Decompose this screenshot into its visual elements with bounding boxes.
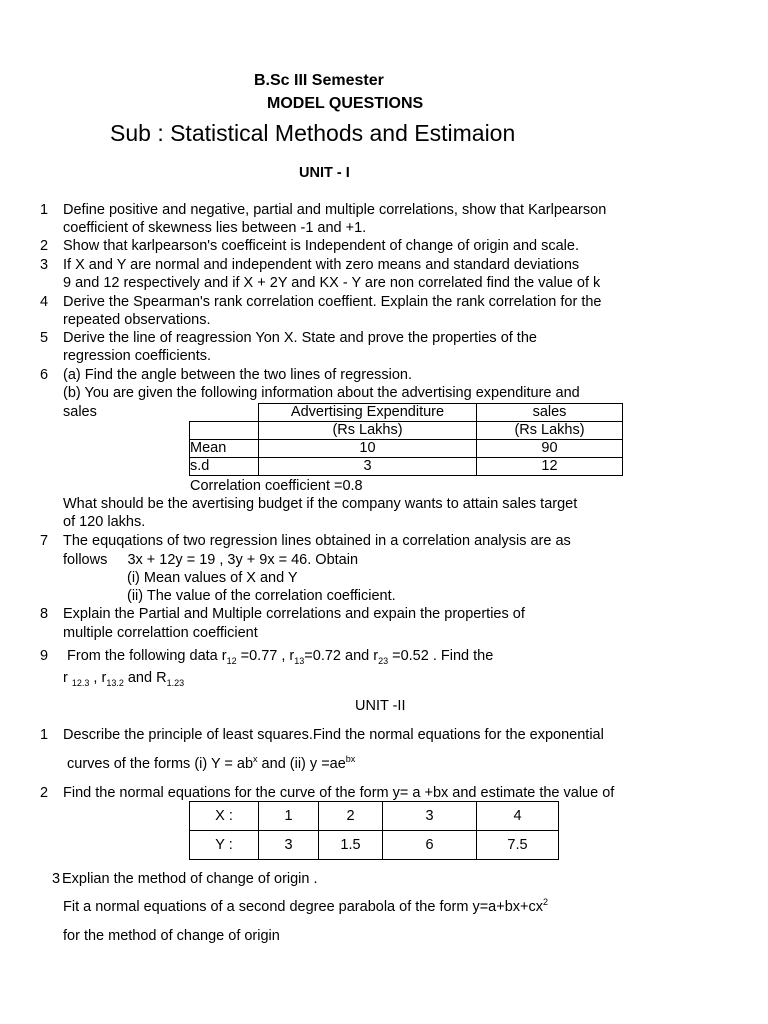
- table-cell: 2: [319, 802, 383, 831]
- question-text: Show that karlpearson's coefficeint is Independent of change of origin and scale.: [63, 238, 579, 254]
- question-text: Fit a normal equations of a second degree parabola of the form $y=a+bx+cx^2$: [63, 897, 549, 915]
- table-cell: 90: [477, 440, 623, 458]
- table-cell: [190, 422, 259, 440]
- table-header-cell: (Rs Lakhs): [259, 422, 477, 440]
- question-text: multiple correlattion coefficient: [63, 625, 258, 641]
- question-text: 9 and 12 respectively and if X + 2Y and KX - Y are non correlated find the value of k: [63, 275, 601, 291]
- question-text: Explian the method of change of origin .: [62, 871, 318, 887]
- question-number: 9: [40, 648, 49, 664]
- question-text: for the method of change of origin: [63, 928, 280, 944]
- advertising-table: [189, 403, 623, 476]
- unit1-heading: UNIT - I: [299, 165, 350, 181]
- question-number: 3: [40, 257, 49, 273]
- question-number: 8: [40, 606, 49, 622]
- question-text: repeated observations.: [63, 312, 211, 328]
- table-row-label: s.d: [190, 458, 259, 476]
- question-text: Define positive and negative, partial and multiple correlations, show that Karlpearson: [63, 202, 607, 218]
- table-row: [190, 404, 623, 422]
- question-number: 3: [52, 871, 61, 887]
- question-text: Describe the principle of least squares.Find the normal equations for the exponential: [63, 727, 604, 743]
- table-header-cell: (Rs Lakhs): [477, 422, 623, 440]
- table-row: [190, 802, 559, 831]
- question-text: of 120 lakhs.: [63, 514, 146, 530]
- table-cell: 7.5: [477, 831, 559, 860]
- table-row: [190, 422, 623, 440]
- question-text: Derive the Spearman's rank correlation coeffient. Explain the rank correlation for the: [63, 294, 602, 310]
- question-text: coefficient of skewness lies between -1 and +1.: [63, 220, 367, 236]
- table-cell: 1.5: [319, 831, 383, 860]
- question-text: If X and Y are normal and independent with zero means and standard deviations: [63, 257, 580, 273]
- table-cell: 1: [259, 802, 319, 831]
- question-number: 1: [40, 727, 49, 743]
- table-row: [190, 440, 623, 458]
- question-number: 7: [40, 533, 49, 549]
- table-cell: 10: [259, 440, 477, 458]
- question-text: (b) You are given the following information about the advertising expenditure and: [63, 385, 580, 401]
- table-row-label: X :: [190, 802, 259, 831]
- model-questions-title: MODEL QUESTIONS: [267, 95, 424, 112]
- table-row-label: Mean: [190, 440, 259, 458]
- table-row-label: Y :: [190, 831, 259, 860]
- xy-data-table: [189, 801, 559, 860]
- table-row: [190, 458, 623, 476]
- question-text: r $_{12.3}$ , $r_{13.2}$ and $R_{1.23}$: [63, 670, 185, 688]
- question-number: 2: [40, 238, 49, 254]
- question-text: From the following data $r_{12} =0.77$ , $r_{13}=0.72$ and $r_{23} =0.52$ . Find the: [63, 648, 494, 666]
- question-subpart: (i) Mean values of X and Y: [127, 570, 298, 586]
- table-cell: 4: [477, 802, 559, 831]
- table-header-cell: Advertising Expenditure: [259, 404, 477, 422]
- table-header-cell: sales: [477, 404, 623, 422]
- question-number: 5: [40, 330, 49, 346]
- question-text: sales: [63, 404, 97, 420]
- question-text: curves of the forms (i) $Y = ab^x$ and (ii) $y =ae^{bx}$: [67, 754, 356, 772]
- table-cell: 3: [259, 458, 477, 476]
- question-text: Explain the Partial and Multiple correlations and expain the properties of: [63, 606, 525, 622]
- question-text: follows 3x + 12y = 19 , 3y + 9x = 46. Obtain: [63, 552, 359, 568]
- question-subpart: (ii) The value of the correlation coefficient.: [127, 588, 396, 604]
- subject-title: Sub : Statistical Methods and Estimaion: [110, 120, 516, 146]
- course-title: B.Sc III Semester: [254, 72, 384, 89]
- table-cell: [190, 404, 259, 422]
- question-number: 1: [40, 202, 49, 218]
- table-row: [190, 831, 559, 860]
- question-text: regression coefficients.: [63, 348, 212, 364]
- question-number: 4: [40, 294, 49, 310]
- question-text: Find the normal equations for the curve of the form y= a +bx and estimate the value of: [63, 785, 615, 801]
- question-text: Derive the line of reagression Yon X. State and prove the properties of the: [63, 330, 537, 346]
- unit2-heading: UNIT -II: [355, 698, 406, 714]
- table-cell: 3: [383, 802, 477, 831]
- question-number: 6: [40, 367, 49, 383]
- question-text: The equqations of two regression lines obtained in a correlation analysis are as: [63, 533, 571, 549]
- table-cell: 3: [259, 831, 319, 860]
- correlation-note: Correlation coefficient =0.8: [190, 478, 363, 494]
- question-text: What should be the avertising budget if the company wants to attain sales target: [63, 496, 578, 512]
- question-text: (a) Find the angle between the two lines of regression.: [63, 367, 413, 383]
- table-cell: 6: [383, 831, 477, 860]
- table-cell: 12: [477, 458, 623, 476]
- question-number: 2: [40, 785, 49, 801]
